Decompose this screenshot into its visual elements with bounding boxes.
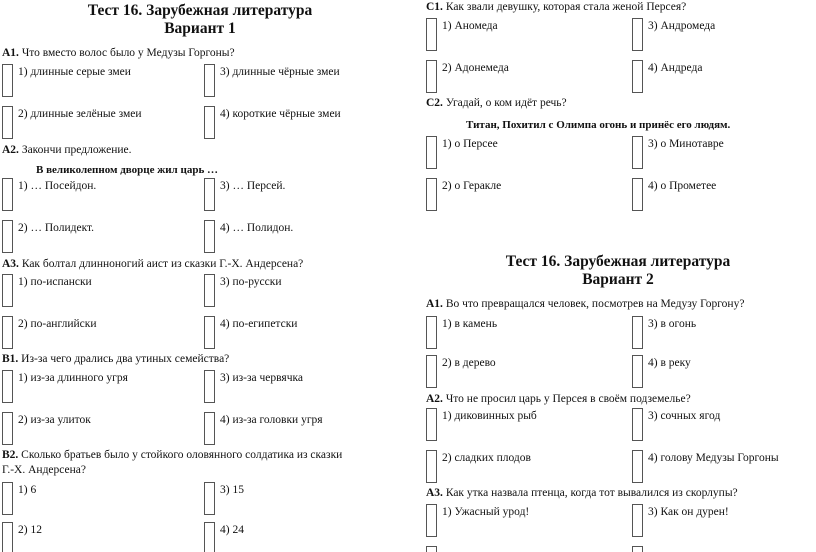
answer-checkbox[interactable] [2, 522, 13, 552]
answer-option[interactable]: 1) длинные серые змеи [2, 64, 192, 98]
answer-checkbox[interactable] [204, 178, 215, 211]
answer-option[interactable]: 4) 24 [204, 522, 394, 552]
variant-2-column [418, 0, 816, 552]
answer-checkbox[interactable] [632, 450, 643, 483]
answer-option[interactable]: 3) сочных ягод [632, 408, 816, 442]
variant-1-column [0, 0, 400, 552]
answer-checkbox[interactable] [2, 64, 13, 97]
answer-option[interactable]: 3) Как он дурен! [632, 504, 816, 538]
answer-checkbox[interactable] [632, 178, 643, 211]
answer-checkbox[interactable] [632, 316, 643, 349]
answer-checkbox[interactable] [426, 546, 437, 552]
answer-option[interactable]: 2) 12 [2, 522, 192, 552]
answer-checkbox[interactable] [204, 522, 215, 552]
question-c1: С1. Как звали девушку, которая стала женой Персея? [426, 1, 687, 13]
answer-option[interactable]: 3) о Минотавре [632, 136, 816, 170]
answer-checkbox[interactable] [2, 274, 13, 307]
answer-checkbox[interactable] [632, 18, 643, 51]
answer-checkbox[interactable] [426, 316, 437, 349]
answer-option[interactable]: 1) из-за длинного угря [2, 370, 192, 404]
question-a2: А2. Закончи предложение. [2, 144, 132, 156]
answer-checkbox[interactable] [2, 412, 13, 445]
question-a2: А2. Что не просил царь у Персея в своём подземелье? [426, 393, 691, 405]
answer-option[interactable]: 1) Ужасный урод! [426, 504, 616, 538]
answer-option[interactable]: 1) в камень [426, 316, 616, 350]
answer-option[interactable]: 2) Адонемеда [426, 60, 616, 94]
variant-title: Вариант 2 [582, 271, 654, 288]
answer-checkbox[interactable] [2, 370, 13, 403]
answer-checkbox[interactable] [632, 408, 643, 441]
answer-checkbox[interactable] [204, 220, 215, 253]
answer-option[interactable]: 3) … Персей. [204, 178, 394, 212]
question-a3: А3. Как болтал длинноногий аист из сказки Г.-Х. Андерсена? [2, 258, 304, 270]
answer-checkbox[interactable] [426, 408, 437, 441]
answer-checkbox[interactable] [204, 370, 215, 403]
answer-option[interactable]: 4) по-египетски [204, 316, 394, 350]
answer-option[interactable]: 3) по-русски [204, 274, 394, 308]
answer-checkbox[interactable] [632, 355, 643, 388]
answer-option[interactable]: 3) 15 [204, 482, 394, 516]
answer-option[interactable]: 3) Андромеда [632, 18, 816, 52]
answer-checkbox[interactable] [204, 106, 215, 139]
answer-option[interactable]: 4) из-за головки угря [204, 412, 394, 446]
question-number: А1. [2, 47, 19, 59]
answer-checkbox[interactable] [426, 504, 437, 537]
answer-checkbox[interactable] [632, 60, 643, 93]
answer-checkbox[interactable] [2, 220, 13, 253]
answer-option[interactable]: 1) по-испански [2, 274, 192, 308]
variant-title: Вариант 1 [164, 20, 236, 37]
question-text: Что вместо волос было у Медузы Горгоны? [21, 47, 235, 59]
answer-option[interactable]: 2) о Геракле [426, 178, 616, 212]
answer-checkbox[interactable] [426, 60, 437, 93]
answer-checkbox[interactable] [426, 136, 437, 169]
answer-option[interactable]: 2) из-за улиток [2, 412, 192, 446]
answer-option[interactable] [632, 546, 816, 552]
answer-option[interactable]: 1) о Персее [426, 136, 616, 170]
answer-checkbox[interactable] [2, 316, 13, 349]
answer-checkbox[interactable] [204, 274, 215, 307]
answer-option[interactable]: 3) длинные чёрные змеи [204, 64, 394, 98]
answer-option[interactable]: 3) в огонь [632, 316, 816, 350]
answer-checkbox[interactable] [2, 482, 13, 515]
question-b2: В2. Сколько братьев было у стойкого оловянного солдатика из сказки Г.-Х. Андерсена? [2, 449, 343, 476]
answer-checkbox[interactable] [426, 18, 437, 51]
answer-option[interactable]: 2) … Полидект. [2, 220, 192, 254]
answer-checkbox[interactable] [632, 136, 643, 169]
question-prompt: В великолепном дворце жил царь … [36, 164, 219, 176]
answer-option[interactable]: 4) Андреда [632, 60, 816, 94]
answer-option[interactable]: 2) по-английски [2, 316, 192, 350]
answer-option[interactable]: 2) сладких плодов [426, 450, 616, 484]
answer-checkbox[interactable] [204, 316, 215, 349]
answer-checkbox[interactable] [2, 106, 13, 139]
answer-checkbox[interactable] [426, 178, 437, 211]
answer-option[interactable]: 2) длинные зелёные змеи [2, 106, 192, 140]
answer-option[interactable]: 1) 6 [2, 482, 192, 516]
answer-checkbox[interactable] [426, 355, 437, 388]
answer-checkbox[interactable] [426, 450, 437, 483]
answer-checkbox[interactable] [632, 504, 643, 537]
answer-option[interactable]: 1) диковинных рыб [426, 408, 616, 442]
answer-checkbox[interactable] [2, 178, 13, 211]
answer-option[interactable]: 1) Аномеда [426, 18, 616, 52]
question-c2: С2. Угадай, о ком идёт речь? [426, 97, 567, 109]
test-title: Тест 16. Зарубежная литература [505, 253, 731, 270]
answer-checkbox[interactable] [204, 64, 215, 97]
test-title: Тест 16. Зарубежная литература [87, 2, 313, 19]
answer-option[interactable]: 4) … Полидон. [204, 220, 394, 254]
answer-option[interactable] [426, 546, 616, 552]
answer-checkbox[interactable] [632, 546, 643, 552]
answer-option[interactable]: 4) о Прометее [632, 178, 816, 212]
answer-option[interactable]: 2) в дерево [426, 355, 616, 389]
answer-option[interactable]: 4) голову Медузы Горгоны [632, 450, 816, 484]
answer-checkbox[interactable] [204, 482, 215, 515]
answer-option[interactable]: 1) … Посейдон. [2, 178, 192, 212]
answer-option[interactable]: 3) из-за червячка [204, 370, 394, 404]
question-prompt: Титан, Похитил с Олимпа огонь и принёс его людям. [466, 119, 731, 131]
answer-option[interactable]: 4) в реку [632, 355, 816, 389]
answer-option[interactable]: 4) короткие чёрные змеи [204, 106, 394, 140]
answer-checkbox[interactable] [204, 412, 215, 445]
question-b1: В1. Из-за чего дрались два утиных семейства? [2, 353, 230, 365]
question-a1 [2, 46, 382, 61]
question-a1: А1. Во что превращался человек, посмотрев на Медузу Горгону? [426, 298, 745, 310]
question-a3: А3. Как утка назвала птенца, когда тот вывалился из скорлупы? [426, 487, 738, 499]
